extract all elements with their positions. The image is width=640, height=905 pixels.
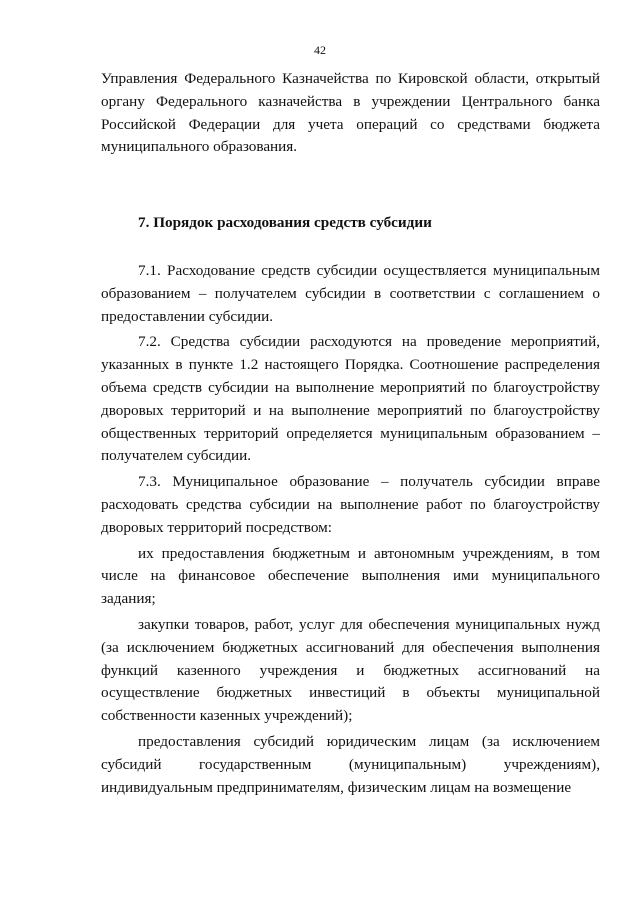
paragraph-7-1: 7.1. Расходование средств субсидии осуществляется муниципальным образованием – получателем субсидии в соответствии с соглашением о предоставлении субсидии.: [101, 262, 600, 325]
list-item-subsidies: предоставления субсидий юридическим лицам (за исключением субсидий государственным (муниципальным) учреждениям), индивидуальным предпринимателям, физическим лицам на возмещение: [101, 732, 600, 796]
section-heading: 7. Порядок расходования средств субсидии: [138, 214, 432, 231]
list-item-procurement: закупки товаров, работ, услуг для обеспечения муниципальных нужд (за исключением бюджетных ассигнований для обеспечения выполнения функций казенного учреждения и бюджетных ассигнований на осуществление бюджетных инвестиций в объекты муниципальной собственности казенных учреждений);: [101, 615, 600, 725]
intro-paragraph-block: [101, 68, 600, 159]
list-item-budget-institutions: их предоставления бюджетным и автономным учреждениям, в том числе на финансовое обеспечение выполнения ими муниципального задания;: [101, 544, 600, 608]
section-body: [101, 260, 600, 799]
page-number: 42: [314, 43, 326, 57]
paragraph-7-3: 7.3. Муниципальное образование – получатель субсидии вправе расходовать средства субсидии на выполнение работ по благоустройству дворовых территорий посредством:: [101, 473, 600, 536]
paragraph-7-2: 7.2. Средства субсидии расходуются на проведение мероприятий, указанных в пункте 1.2 настоящего Порядка. Соотношение распределения объема средств субсидии на выполнение мероприятий по благоустройству дворовых территорий и на выполнение мероприятий по благоустройству общественных территорий определяется муниципальным образованием – получателем субсидии.: [101, 333, 600, 465]
intro-paragraph: Управления Федерального Казначейства по Кировской области, открытый органу Федерального казначейства в учреждении Центрального банка Российской Федерации для учета операций со средствами бюджета муниципального образования.: [101, 70, 600, 156]
